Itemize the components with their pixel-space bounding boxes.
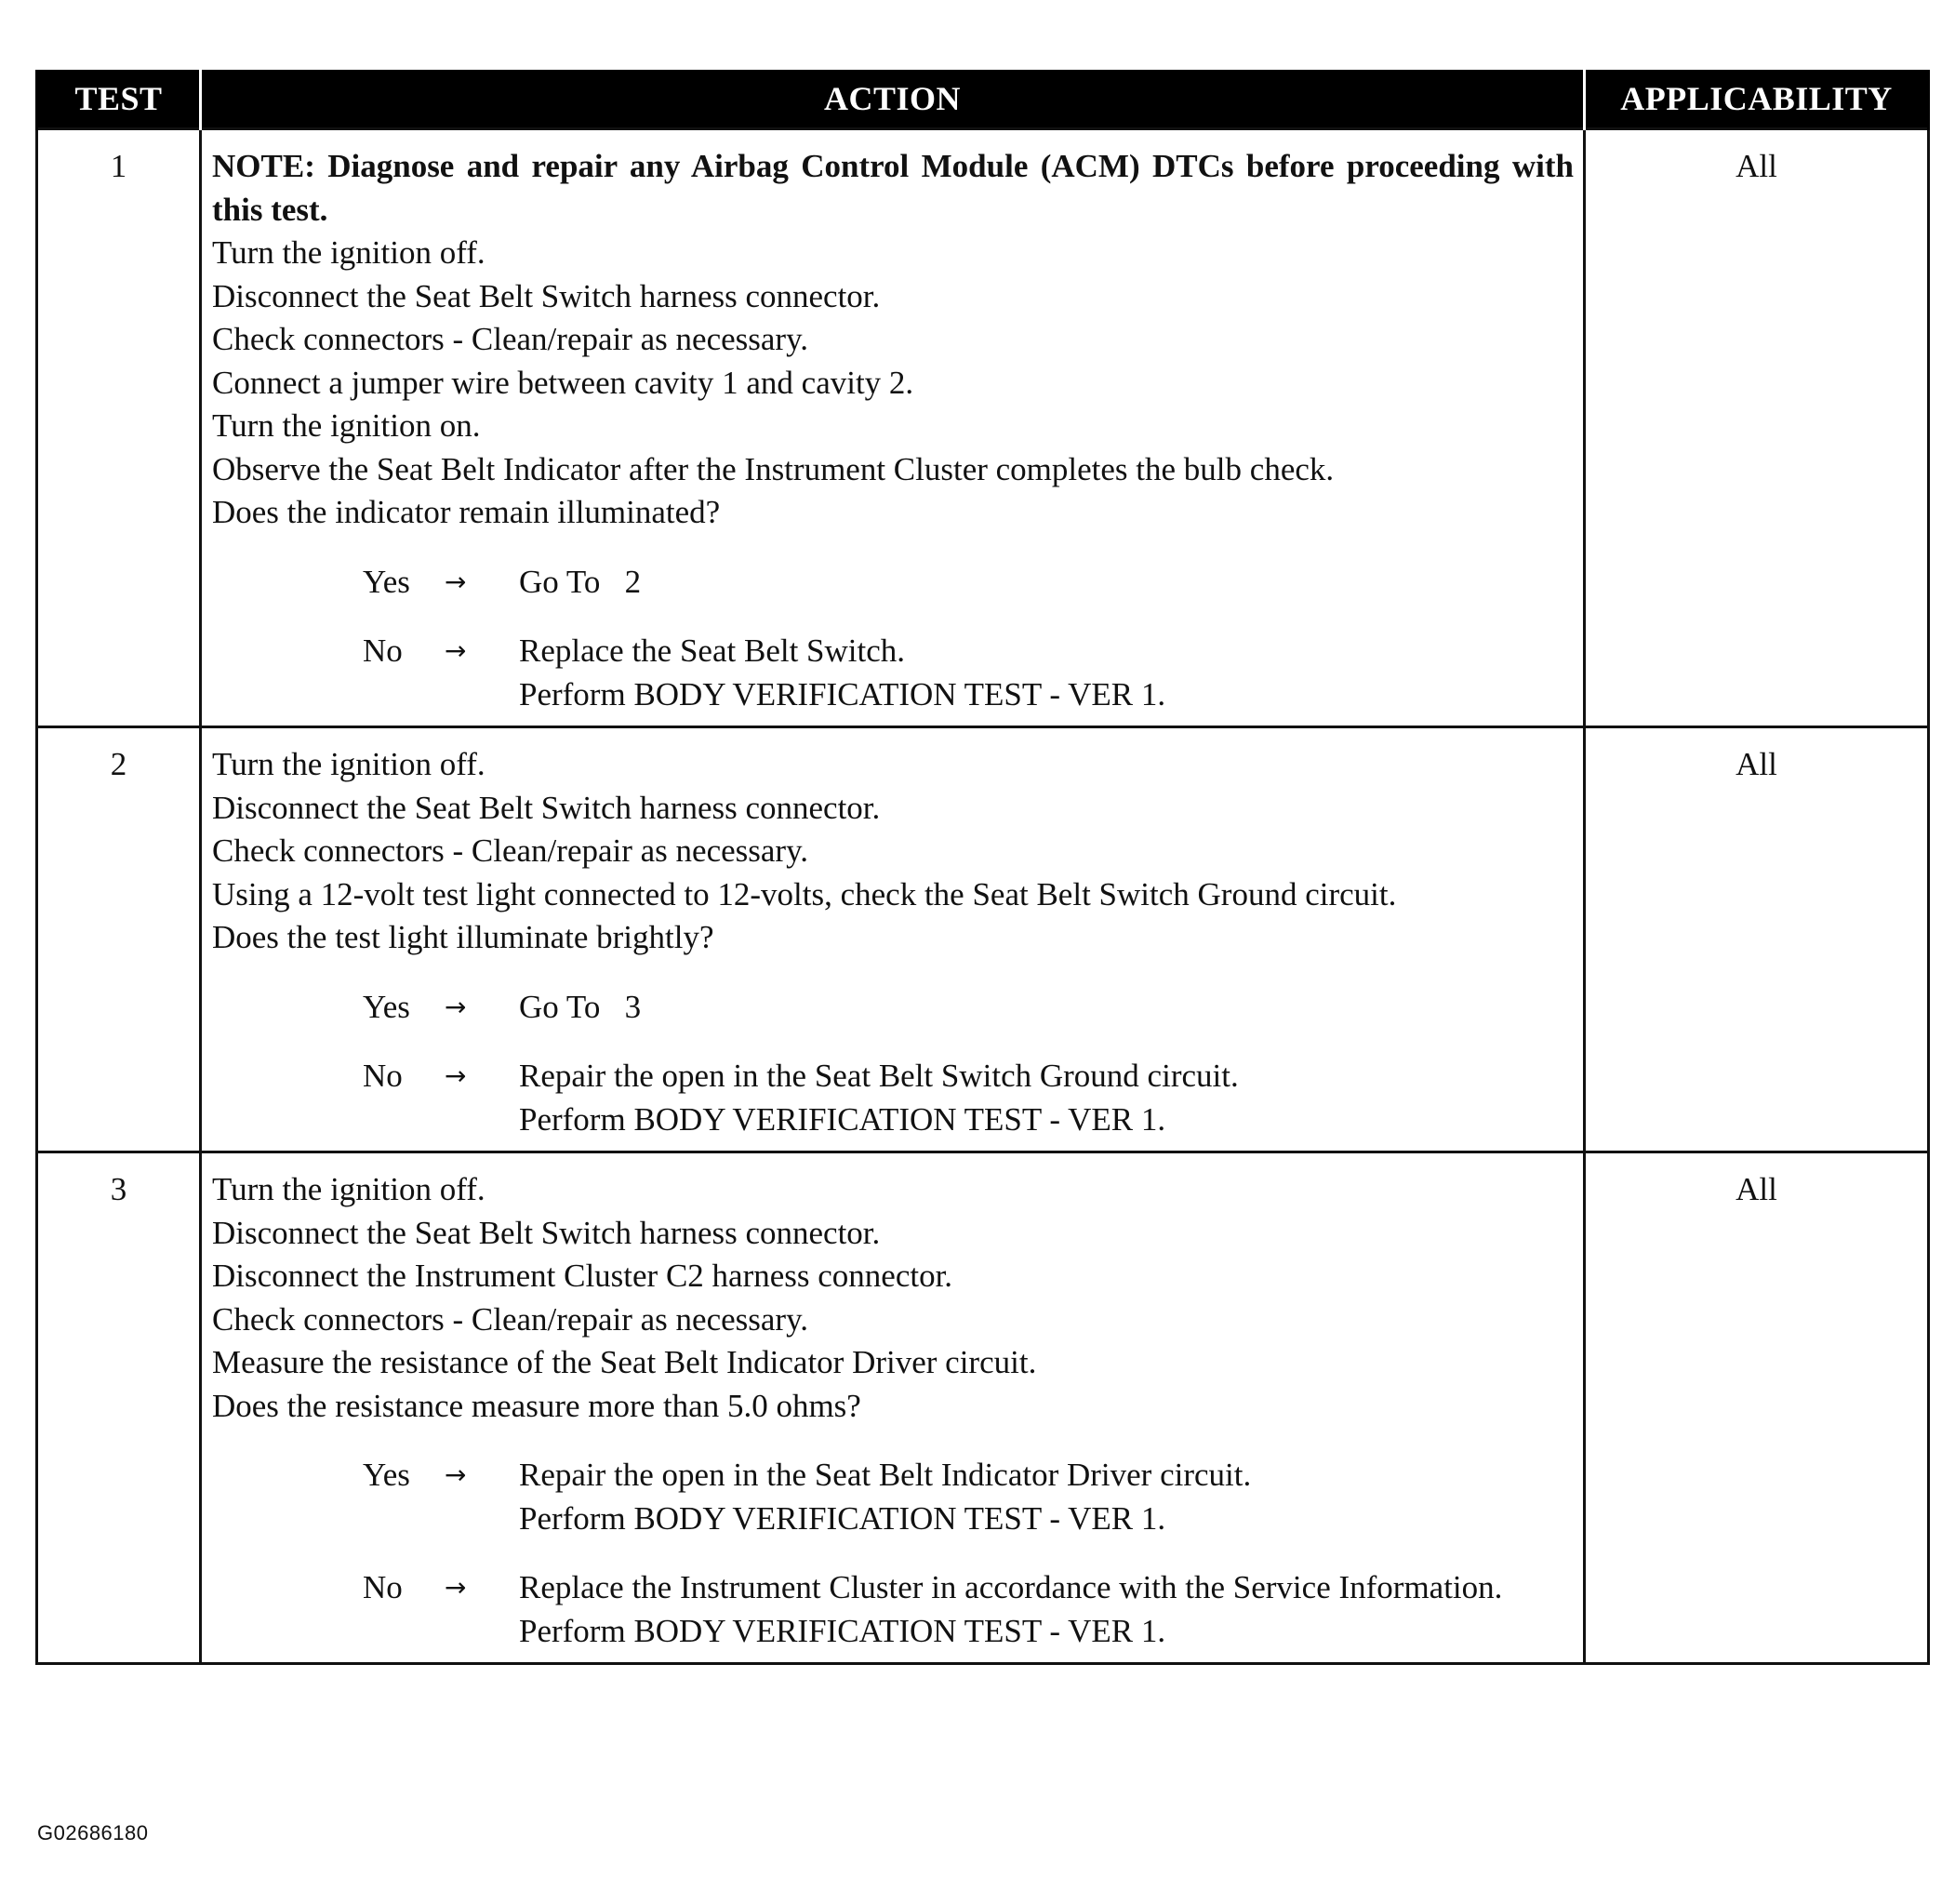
outcome-action: [519, 561, 1574, 605]
right-arrow-icon: →: [445, 1060, 467, 1091]
action-step: Does the test light illuminate brightly?: [212, 919, 714, 955]
outcome-line: Repair the open in the Seat Belt Switch Ground circuit.: [519, 1058, 1239, 1094]
outcome-line: Perform BODY VERIFICATION TEST - VER 1.: [519, 1100, 1166, 1138]
action-step: Turn the ignition off.: [212, 234, 485, 271]
outcome-list: [212, 1454, 1574, 1653]
outcome-action: [519, 1055, 1574, 1141]
outcome-line: Replace the Seat Belt Switch.: [519, 632, 906, 669]
action-step: Check connectors - Clean/repair as necessary.: [212, 1300, 809, 1338]
outcome-label: Yes: [363, 563, 410, 600]
header-action: ACTION: [201, 70, 1585, 129]
action-step: Turn the ignition off.: [212, 1171, 485, 1207]
outcome-list: [212, 986, 1574, 1142]
table-header: [37, 70, 1929, 129]
outcome-label: No: [363, 1569, 403, 1605]
outcome-label: No: [363, 1058, 403, 1094]
outcome-line: Perform BODY VERIFICATION TEST - VER 1.: [519, 1612, 1166, 1649]
test-number: 3: [37, 1152, 201, 1664]
note-text: NOTE: Diagnose and repair any Airbag Control Module (ACM) DTCs before proceeding with this test.: [212, 148, 1574, 228]
action-step: Turn the ignition on.: [212, 407, 481, 444]
header-row: [37, 70, 1929, 129]
action-step: Check connectors - Clean/repair as necessary.: [212, 832, 809, 869]
action-step: Connect a jumper wire between cavity 1 and cavity 2.: [212, 364, 914, 401]
action-step: Disconnect the Seat Belt Switch harness connector.: [212, 1214, 881, 1251]
right-arrow-icon: →: [445, 635, 467, 666]
outcome-list: [212, 561, 1574, 717]
outcome-label: Yes: [363, 1457, 410, 1493]
test-row-3: [37, 1152, 1929, 1664]
applicability-value: All: [1585, 727, 1929, 1152]
outcome-line: Replace the Instrument Cluster in accordance with the Service Information.: [519, 1569, 1503, 1605]
diagnostic-test-table: [35, 70, 1930, 1665]
action-step: Using a 12-volt test light connected to 12-volts, check the Seat Belt Switch Ground circuit.: [212, 875, 1397, 912]
action-step: Turn the ignition off.: [212, 746, 485, 782]
action-cell: [201, 129, 1585, 727]
step-list: [212, 743, 1574, 960]
step-list: [212, 232, 1574, 535]
step-list: [212, 1168, 1574, 1428]
outcome-yes: [212, 561, 1574, 605]
test-row-1: [37, 129, 1929, 727]
action-step: Disconnect the Seat Belt Switch harness connector.: [212, 277, 881, 314]
outcome-no: [212, 1566, 1574, 1653]
action-cell: [201, 1152, 1585, 1664]
outcome-action: [519, 986, 1574, 1030]
action-step: Observe the Seat Belt Indicator after the Instrument Cluster completes the bulb check.: [212, 450, 1335, 487]
right-arrow-icon: →: [445, 566, 467, 597]
outcome-label: Yes: [363, 988, 410, 1025]
right-arrow-icon: →: [445, 991, 467, 1022]
action-step: Check connectors - Clean/repair as necessary.: [212, 321, 809, 357]
outcome-yes: [212, 1454, 1574, 1540]
test-number: 2: [37, 727, 201, 1152]
outcome-line: Repair the open in the Seat Belt Indicator Driver circuit.: [519, 1457, 1252, 1493]
outcome-yes: [212, 986, 1574, 1030]
action-step: Disconnect the Instrument Cluster C2 harness connector.: [212, 1258, 953, 1294]
outcome-line: Perform BODY VERIFICATION TEST - VER 1.: [519, 1499, 1166, 1537]
action-step: Does the indicator remain illuminated?: [212, 494, 721, 530]
table-body: [37, 129, 1929, 1664]
outcome-action: [519, 1566, 1574, 1653]
outcome-line: Perform BODY VERIFICATION TEST - VER 1.: [519, 675, 1166, 712]
outcome-line: Go To 3: [519, 988, 642, 1025]
outcome-line: Go To 2: [519, 563, 642, 600]
outcome-no: [212, 1055, 1574, 1141]
header-applicability: APPLICABILITY: [1585, 70, 1929, 129]
action-step: Does the resistance measure more than 5.0 ohms?: [212, 1387, 861, 1424]
test-row-2: [37, 727, 1929, 1152]
outcome-no: [212, 630, 1574, 716]
figure-id: G02686180: [37, 1821, 149, 1844]
outcome-label: No: [363, 632, 403, 669]
right-arrow-icon: →: [445, 1572, 467, 1603]
header-test: TEST: [37, 70, 201, 129]
applicability-value: All: [1585, 1152, 1929, 1664]
action-step: Measure the resistance of the Seat Belt Indicator Driver circuit.: [212, 1344, 1037, 1380]
outcome-action: [519, 630, 1574, 716]
action-step: Disconnect the Seat Belt Switch harness connector.: [212, 789, 881, 826]
action-cell: [201, 727, 1585, 1152]
right-arrow-icon: →: [445, 1459, 467, 1490]
applicability-value: All: [1585, 129, 1929, 727]
test-number: 1: [37, 129, 201, 727]
outcome-action: [519, 1454, 1574, 1540]
